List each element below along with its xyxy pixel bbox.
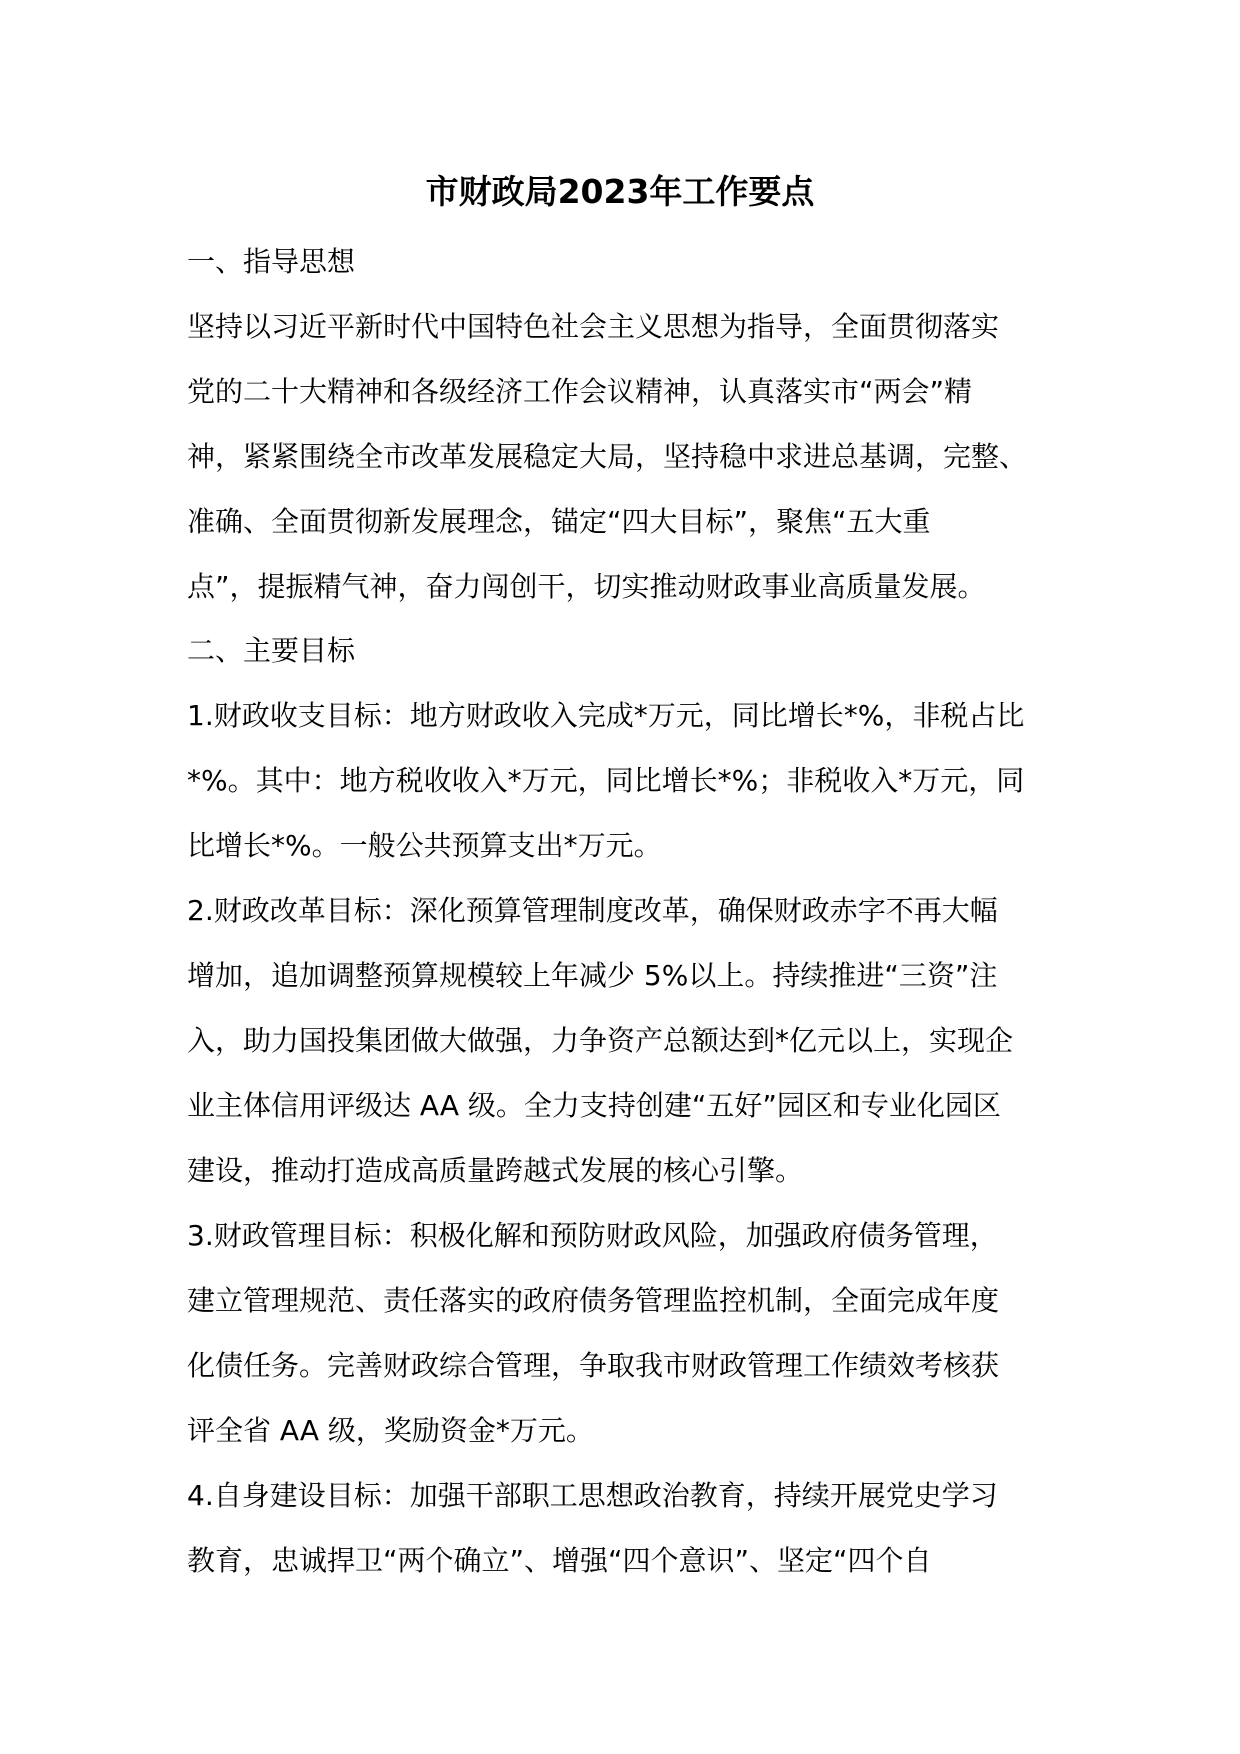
paragraph-line: 评全省 AA 级，奖励资金*万元。 [187, 1414, 594, 1447]
paragraph-line: 建设，推动打造成高质量跨越式发展的核心引擎。 [187, 1154, 804, 1187]
section-heading-guiding-ideology: 一、指导思想 [187, 245, 356, 278]
paragraph-line: 建立管理规范、责任落实的政府债务管理监控机制，全面完成年度 [187, 1284, 1000, 1317]
paragraph-line: 点”，提振精气神，奋力闯创干，切实推动财政事业高质量发展。 [187, 570, 986, 603]
paragraph-line: 坚持以习近平新时代中国特色社会主义思想为指导，全面贯彻落实 [187, 310, 1000, 343]
paragraph-line: 2.财政改革目标：深化预算管理制度改革，确保财政赤字不再大幅 [187, 894, 998, 927]
paragraph-line: 业主体信用评级达 AA 级。全力支持创建“五好”园区和专业化园区 [187, 1089, 1001, 1122]
paragraph-line: 1.财政收支目标：地方财政收入完成*万元，同比增长*%，非税占比 [187, 699, 1025, 732]
paragraph-line: 入，助力国投集团做大做强，力争资产总额达到*亿元以上，实现企 [187, 1024, 1014, 1057]
paragraph-line: 化债任务。完善财政综合管理，争取我市财政管理工作绩效考核获 [187, 1349, 1000, 1382]
paragraph-line: 准确、全面贯彻新发展理念，锚定“四大目标”，聚焦“五大重 [187, 505, 931, 538]
paragraph-line: 增加，追加调整预算规模较上年减少 5%以上。持续推进“三资”注 [187, 959, 998, 992]
paragraph-line: 神，紧紧围绕全市改革发展稳定大局，坚持稳中求进总基调，完整、 [187, 440, 1028, 473]
paragraph-line: 党的二十大精神和各级经济工作会议精神，认真落实市“两会”精 [187, 375, 973, 408]
paragraph-line: *%。其中：地方税收收入*万元，同比增长*%；非税收入*万元，同 [187, 764, 1025, 797]
paragraph-line: 教育，忠诚捍卫“两个确立”、增强“四个意识”、坚定“四个自 [187, 1544, 932, 1577]
document-title: 市财政局2023年工作要点 [425, 172, 815, 211]
paragraph-line: 4.自身建设目标：加强干部职工思想政治教育，持续开展党史学习 [187, 1479, 998, 1512]
paragraph-line: 3.财政管理目标：积极化解和预防财政风险，加强政府债务管理， [187, 1219, 998, 1252]
paragraph-line: 比增长*%。一般公共预算支出*万元。 [187, 829, 662, 862]
section-heading-main-goals: 二、主要目标 [187, 634, 356, 667]
